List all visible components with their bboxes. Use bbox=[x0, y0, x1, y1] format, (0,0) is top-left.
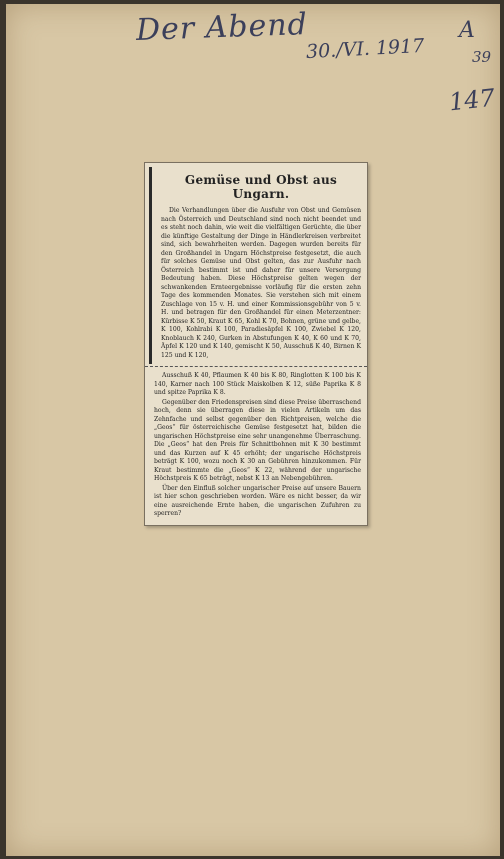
clipping-bottom-section bbox=[145, 366, 367, 525]
handwritten-number-large: 147 bbox=[447, 83, 497, 117]
clipping-top-section bbox=[149, 167, 367, 364]
clipping-paragraph: Gegenüber den Friedenspreisen sind diese Preise überraschend hoch, denn sie überragen diese in vielen Artikeln um das Zehnfache und selbst gegenüber den Richtpreisen, welche die „Geos“ für österreichische Gemüse festgesetzt hat, bilden die ungarischen Höchstpreise eine sehr unangenehme Überraschung. Die „Geos“ hat den Preis für Schnittbohnen mit K 30 bestimmt und das Kurzen auf K 45 erhöht; der ungarische Höchstpreis beträgt K 100, wozu noch K 30 an Gebühren hinzukommen. Für Kraut bestimmte die „Geos“ K 22, während der ungarische Höchstpreis K 65 beträgt, nebst K 13 an Nebengebühren. bbox=[154, 398, 361, 482]
clipping-paragraph: Über den Einfluß solcher ungarischer Preise auf unsere Bauern ist hier schon geschrieben worden. Wäre es nicht besser, da wir eine ausreichende Ernte haben, die ungarischen Zufuhren zu sperren? bbox=[154, 484, 361, 517]
clipping-paragraph: Ausschuß K 40, Pflaumen K 40 bis K 80, Ringlotten K 100 bis K 140, Karner nach 100 Stück Maiskolben K 12, süße Paprika K 8 und spitze Paprika K 8. bbox=[154, 372, 361, 396]
newspaper-clipping bbox=[144, 162, 368, 526]
handwritten-number-small: 39 bbox=[472, 48, 492, 66]
clipping-headline: Gemüse und Obst aus Ungarn. bbox=[184, 173, 338, 201]
handwritten-title: Der Abend bbox=[135, 7, 309, 48]
handwritten-letter: A bbox=[459, 18, 475, 43]
handwritten-date: 30./VI. 1917 bbox=[305, 34, 425, 64]
clipping-paragraph: Die Verhandlungen über die Ausfuhr von Obst und Gemüsen nach Österreich und Deutschland sind noch nicht beendet und es steht noch dahin, wie weit die vielfältigen Gerüchte, die über die künftige Gestaltung der Dinge in Händlerkreisen verbreitet sind, sich bewahrheiten werden. Dagegen wurden bereits für den Großhandel in Ungarn Höchstpreise festgesetzt, die auch für solches Gemüse und Obst gelten, das zur Ausfuhr nach Österreich bestimmt ist und daher für unsere Versorgung Bedeutung haben. Diese Höchstpreise gelten wegen der schwankenden Ernteergebnisse vorläufig für die ersten zehn Tage des kommenden Monates. Sie verstehen sich mit einem Zuschlage von 15 v. H. und einer Kommissionsgebühr von 5 v. H. und betragen für den Großhandel für einen Meterzentner: Kürbisse K 50, Kraut K 65, Kohl K 70, Bohnen, grüne und gelbe, K 100, Kohlrabi K 100, Paradiesäpfel K 100, Zwiebel K 120, Knoblauch K 240, Gurken in Abstufungen K 40, K 60 und K 70, Äpfel K 120 und K 140, gemischt K 50, Ausschuß K 40, Birnen K 125 und K 120, bbox=[161, 207, 361, 359]
